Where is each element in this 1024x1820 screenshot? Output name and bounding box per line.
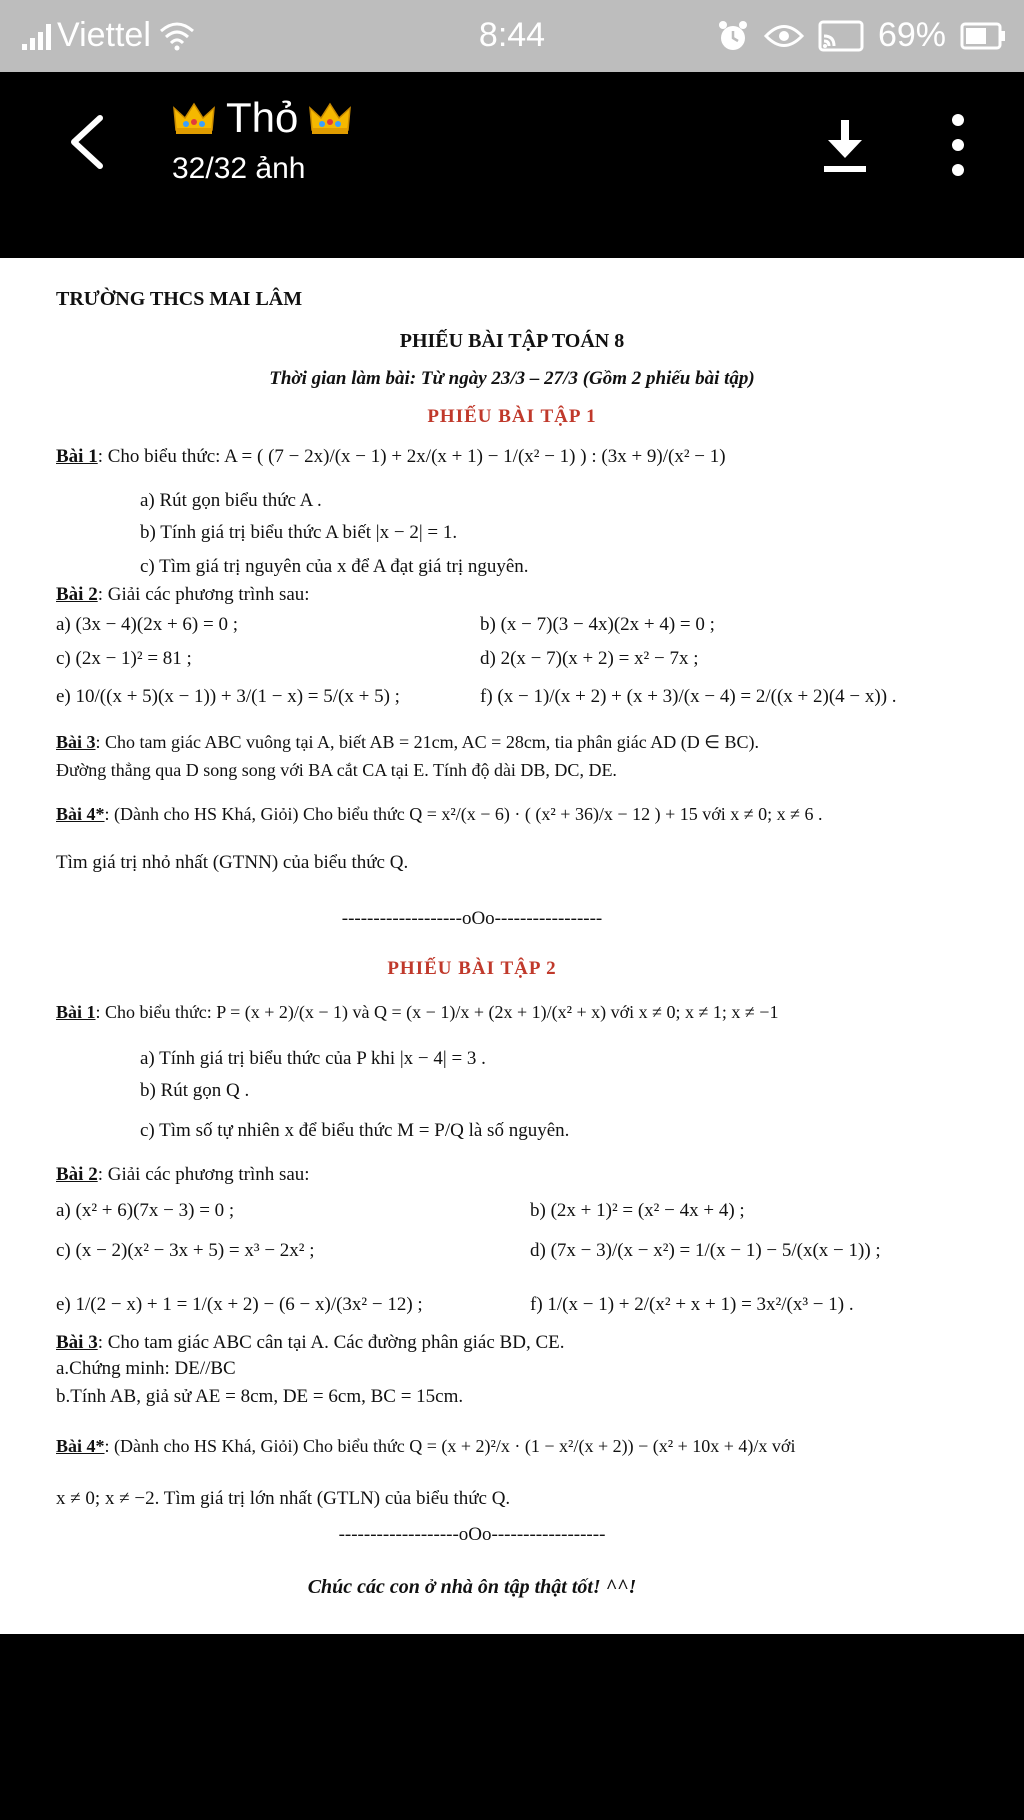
school-name: TRƯỜNG THCS MAI LÂM bbox=[56, 288, 303, 310]
s2-b2d: d) (7x − 3)/(x − x²) = 1/(x − 1) − 5/(x(x − 1)) ; bbox=[530, 1240, 881, 1261]
s2-b1c: c) Tìm số tự nhiên x để biểu thức M = P/Q là số nguyên. bbox=[140, 1120, 570, 1141]
s2-b3-text: : Cho tam giác ABC cân tại A. Các đường phân giác BD, CE. bbox=[97, 1332, 565, 1353]
s2-b4-line2: x ≠ 0; x ≠ −2. Tìm giá trị lớn nhất (GTLN) của biểu thức Q. bbox=[56, 1488, 511, 1509]
s1-b3-line2: Đường thẳng qua D song song với BA cắt CA tại E. Tính độ dài DB, DC, DE. bbox=[56, 760, 617, 780]
eye-icon bbox=[764, 23, 804, 49]
s1-b2f: f) (x − 1)/(x + 2) + (x + 3)/(x − 4) = 2/((x + 2)(4 − x)) . bbox=[480, 686, 897, 707]
s2-b2f: f) 1/(x − 1) + 2/(x² + x + 1) = 3x²/(x³ − 1) . bbox=[530, 1294, 854, 1315]
s1-b4-label: Bài 4* bbox=[56, 804, 105, 824]
s2-b2c: c) (x − 2)(x² − 3x + 5) = x³ − 2x² ; bbox=[56, 1240, 315, 1261]
sheet2-heading: PHIẾU BÀI TẬP 2 bbox=[387, 958, 557, 979]
s1-b3-text: : Cho tam giác ABC vuông tại A, biết AB = 21cm, AC = 28cm, tia phân giác AD (D ∈ BC). bbox=[95, 732, 759, 752]
s1-b1c: c) Tìm giá trị nguyên của x để A đạt giá trị nguyên. bbox=[140, 556, 529, 577]
carrier-label: Viettel bbox=[57, 16, 151, 54]
s1-b4-text: : (Dành cho HS Khá, Giỏi) Cho biểu thức Q = x²/(x − 6) · ( (x² + 36)/x − 12 ) + 15 với x ≠ 0; x ≠ 6 . bbox=[104, 804, 823, 824]
doc-title: PHIẾU BÀI TẬP TOÁN 8 bbox=[399, 330, 625, 352]
s2-b4-label: Bài 4* bbox=[56, 1436, 105, 1456]
sheet1-heading: PHIẾU BÀI TẬP 1 bbox=[427, 406, 597, 427]
battery-icon bbox=[960, 22, 1006, 50]
s2-b3b: b.Tính AB, giả sử AE = 8cm, DE = 6cm, BC = 15cm. bbox=[56, 1386, 464, 1407]
s2-b1-label: Bài 1 bbox=[56, 1002, 96, 1022]
download-icon[interactable] bbox=[820, 116, 870, 176]
s1-b3 bbox=[56, 732, 759, 753]
status-right bbox=[716, 16, 1006, 55]
s2-b1a: a) Tính giá trị biểu thức của P khi |x − 4| = 3 . bbox=[140, 1048, 486, 1069]
s1-b1b: b) Tính giá trị biểu thức A biết |x − 2| = 1. bbox=[140, 522, 458, 543]
s2-b2-label: Bài 2 bbox=[56, 1164, 98, 1185]
photo-count: 32/32 ảnh bbox=[172, 152, 306, 185]
s1-b2a: a) (3x − 4)(2x + 6) = 0 ; bbox=[56, 614, 238, 635]
document-photo bbox=[0, 258, 1024, 1634]
s1-b1 bbox=[56, 446, 726, 468]
s1-b2b: b) (x − 7)(3 − 4x)(2x + 4) = 0 ; bbox=[480, 614, 715, 635]
separator: -------------------oOo----------------- bbox=[341, 908, 603, 929]
album-title bbox=[172, 94, 352, 142]
back-arrow-icon[interactable] bbox=[58, 112, 118, 172]
s1-b2e: e) 10/((x + 5)(x − 1)) + 3/(1 − x) = 5/(x + 5) ; bbox=[56, 686, 400, 707]
more-vert-icon[interactable] bbox=[940, 110, 976, 180]
s2-b4-text: : (Dành cho HS Khá, Giỏi) Cho biểu thức Q = (x + 2)²/x · (1 − x²/(x + 2)) − (x² + 10x + 4)/x với bbox=[104, 1436, 796, 1456]
s1-b1a: a) Rút gọn biểu thức A . bbox=[140, 490, 322, 511]
s1-b2d: d) 2(x − 7)(x + 2) = x² − 7x ; bbox=[480, 648, 699, 669]
battery-label: 69% bbox=[877, 16, 946, 54]
alarm-icon bbox=[716, 19, 750, 53]
doc-time: Thời gian làm bài: Từ ngày 23/3 – 27/3 (Gồm 2 phiếu bài tập) bbox=[269, 368, 755, 389]
app-bar bbox=[0, 72, 1024, 212]
s1-b1-label: Bài 1 bbox=[56, 446, 98, 467]
s1-b1-text: : Cho biểu thức: A = ( (7 − 2x)/(x − 1) + 2x/(x + 1) − 1/(x² − 1) ) : (3x + 9)/(x² − 1) bbox=[97, 446, 726, 467]
s1-b2-text: : Giải các phương trình sau: bbox=[97, 584, 310, 605]
s2-b1-text: : Cho biểu thức: P = (x + 2)/(x − 1) và Q = (x − 1)/x + (2x + 1)/(x² + x) với x ≠ 0; x ≠ 1; x ≠ −1 bbox=[95, 1002, 779, 1022]
s2-b3-label: Bài 3 bbox=[56, 1332, 98, 1353]
s2-b3a: a.Chứng minh: DE//BC bbox=[56, 1358, 236, 1379]
s2-b1 bbox=[56, 1002, 778, 1023]
s2-b1b: b) Rút gọn Q . bbox=[140, 1080, 250, 1101]
separator-2: -------------------oOo------------------ bbox=[338, 1524, 606, 1545]
album-title-text: Thỏ bbox=[226, 94, 299, 141]
s2-b2 bbox=[56, 1164, 310, 1186]
crown-icon bbox=[172, 100, 216, 136]
s2-b2-text: : Giải các phương trình sau: bbox=[97, 1164, 310, 1185]
s1-b4-line2: Tìm giá trị nhỏ nhất (GTNN) của biểu thức Q. bbox=[56, 852, 409, 873]
s2-b2b: b) (2x + 1)² = (x² − 4x + 4) ; bbox=[530, 1200, 745, 1221]
s1-b2-label: Bài 2 bbox=[56, 584, 98, 605]
status-time: 8:44 bbox=[478, 16, 546, 54]
s2-b4 bbox=[56, 1436, 795, 1457]
s1-b2 bbox=[56, 584, 310, 606]
s1-b3-label: Bài 3 bbox=[56, 732, 96, 752]
s1-b2c: c) (2x − 1)² = 81 ; bbox=[56, 648, 192, 669]
s2-b2e: e) 1/(2 − x) + 1 = 1/(x + 2) − (6 − x)/(3x² − 12) ; bbox=[56, 1294, 423, 1315]
s2-b2a: a) (x² + 6)(7x − 3) = 0 ; bbox=[56, 1200, 235, 1221]
s2-b3 bbox=[56, 1332, 564, 1354]
crown-icon bbox=[308, 100, 352, 136]
s1-b4 bbox=[56, 804, 823, 825]
status-bar bbox=[0, 0, 1024, 72]
cast-icon bbox=[818, 20, 864, 52]
closing-note: Chúc các con ở nhà ôn tập thật tốt! ^^! bbox=[307, 1576, 637, 1598]
